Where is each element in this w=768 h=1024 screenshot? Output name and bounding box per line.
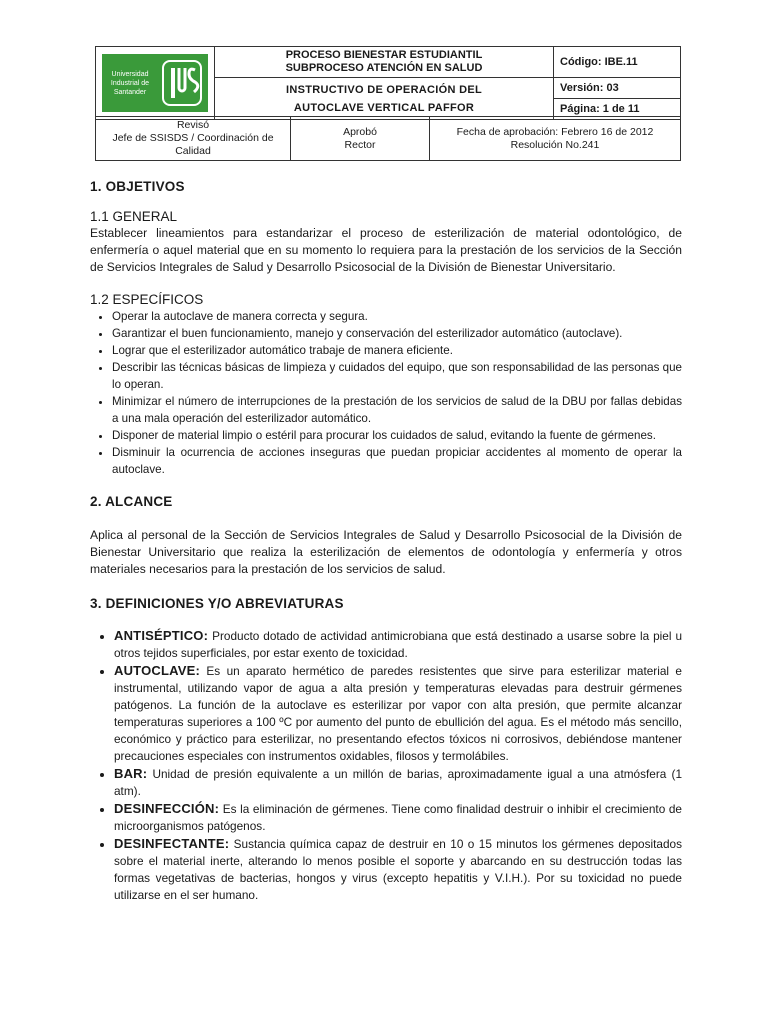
definition-term: BAR:	[114, 766, 148, 781]
list-item: • Disponer de material limpio o estéril para procurar los cuidados de salud, evitando la fuente de gérmenes.	[112, 427, 682, 444]
logo-cell	[96, 47, 215, 120]
definition-text: Unidad de presión equivalente a un millón de barias, aproximadamente igual a una atmósfera (1 atm).	[114, 767, 682, 798]
document-body	[90, 172, 682, 904]
document-title-cell	[215, 78, 554, 120]
definition-item	[114, 627, 682, 662]
section-general-title: 1.1 GENERAL	[90, 209, 178, 224]
list-item: • Disminuir la ocurrencia de acciones inseguras que puedan propiciar accidentes al momento de operar la autoclave.	[112, 444, 682, 478]
definition-term: DESINFECTANTE:	[114, 836, 230, 851]
definition-item	[114, 835, 682, 904]
process-cell	[215, 47, 554, 78]
definition-text: Es un aparato hermético de paredes resistentes que sirve para esterilizar material e instrumental, utilizando vapor de agua a alta presión y temperaturas elevadas para destruir gérmenes patógenos. La función de la autoclave es esterilizar por vapor con alta presión, que permite alcanzar temperaturas superiores a 100 ºC por aumento del punto de ebullición del agua. Es el método más sencillo, económico y práctico para esterilizar, no presentando efectos tóxicos ni corrosivos, debiéndose mantener precauciones especiales con instrumentos oxidables, filosos y termolábiles.	[114, 664, 682, 763]
section-especificos-title: 1.2 ESPECÍFICOS	[90, 292, 204, 307]
specific-objectives-list	[90, 308, 682, 478]
list-item: • Lograr que el esterilizador automático trabaje de manera eficiente.	[112, 342, 682, 359]
document-code: Código: IBE.11	[554, 47, 681, 78]
definition-text: Es la eliminación de gérmenes. Tiene como finalidad destruir o inhibir el crecimiento de microorganismos patógenos.	[114, 802, 682, 833]
logo-text: Universidad Industrial de Santander	[110, 70, 150, 96]
document-title-line2: AUTOCLAVE VERTICAL PAFFOR	[293, 101, 475, 114]
general-objective-text: Establecer lineamientos para estandarizar el proceso de esterilización de material odontológico, de enfermería o aquel material que en su momento lo requiera para la prestación de los servicios de la Sección de Servicios Integrales de Salud y Desarrollo Psicosocial de la División de Bienestar Universitario.	[90, 226, 682, 274]
approved-by: Rector	[344, 138, 376, 151]
definition-item	[114, 662, 682, 765]
list-item: • Operar la autoclave de manera correcta y segura.	[112, 308, 682, 325]
section-alcance-title: 2. ALCANCE	[90, 494, 173, 509]
process-name: PROCESO BIENESTAR ESTUDIANTIL	[285, 49, 483, 61]
section-definiciones-title: 3. DEFINICIONES Y/O ABREVIATURAS	[90, 596, 344, 611]
list-item: • Garantizar el buen funcionamiento, manejo y conservación del esterilizador automático (autoclave).	[112, 325, 682, 342]
approval-date: Fecha de aprobación: Febrero 16 de 2012	[456, 125, 654, 138]
list-item: • Minimizar el número de interrupciones de la prestación de los servicios de salud de la DBU por fallas debidas a una mala operación del esterilizador automático.	[112, 393, 682, 427]
definition-item	[114, 765, 682, 800]
definition-term: ANTISÉPTICO:	[114, 628, 209, 643]
uis-logo	[102, 54, 208, 112]
definition-term: AUTOCLAVE:	[114, 663, 201, 678]
document-title-line1: INSTRUCTIVO DE OPERACIÓN DEL	[285, 83, 483, 96]
subprocess-name: SUBPROCESO ATENCIÓN EN SALUD	[285, 62, 483, 74]
document-header-table	[95, 46, 681, 120]
definition-item	[114, 800, 682, 835]
reviewed-by: Jefe de SSISDS / Coordinación de Calidad	[112, 132, 274, 157]
approval-date-cell	[430, 117, 681, 161]
definition-text: Sustancia química capaz de destruir en 10 o 15 minutos los gérmenes depositados sobre el material inerte, alterando lo menos posible el soporte y abarcando en su destrucción todas las formas vegetativas de bacterias, hongos y virus (excepto hepatitis y V.I.H.). Por su toxicidad no puede utilizarse en el ser humano.	[114, 837, 682, 902]
definition-text: Producto dotado de actividad antimicrobiana que está destinado a usarse sobre la piel u otros tejidos superficiales, por estar exento de toxicidad.	[114, 629, 682, 660]
uis-emblem-icon	[162, 59, 202, 107]
definitions-list	[90, 627, 682, 904]
page-number: Página: 1 de 11	[554, 99, 681, 120]
reviewed-label: Revisó	[176, 119, 210, 131]
alcance-text: Aplica al personal de la Sección de Servicios Integrales de Salud y Desarrollo Psicosocial de la División de Bienestar Universitario que realiza la esterilización de elementos de odontología y enfermería y otros materiales necesarios para la prestación de los servicios de salud.	[90, 528, 682, 576]
approved-cell	[291, 117, 430, 161]
list-item: • Describir las técnicas básicas de limpieza y cuidados del equipo, que son responsabilidad de las personas que lo operan.	[112, 359, 682, 393]
resolution-number: Resolución No.241	[510, 138, 600, 151]
document-version: Versión: 03	[554, 78, 681, 99]
approval-table	[95, 116, 681, 161]
reviewed-cell	[96, 117, 291, 161]
approved-label: Aprobó	[343, 125, 377, 138]
section-objetivos-title: 1. OBJETIVOS	[90, 179, 185, 194]
definition-term: DESINFECCIÓN:	[114, 801, 220, 816]
